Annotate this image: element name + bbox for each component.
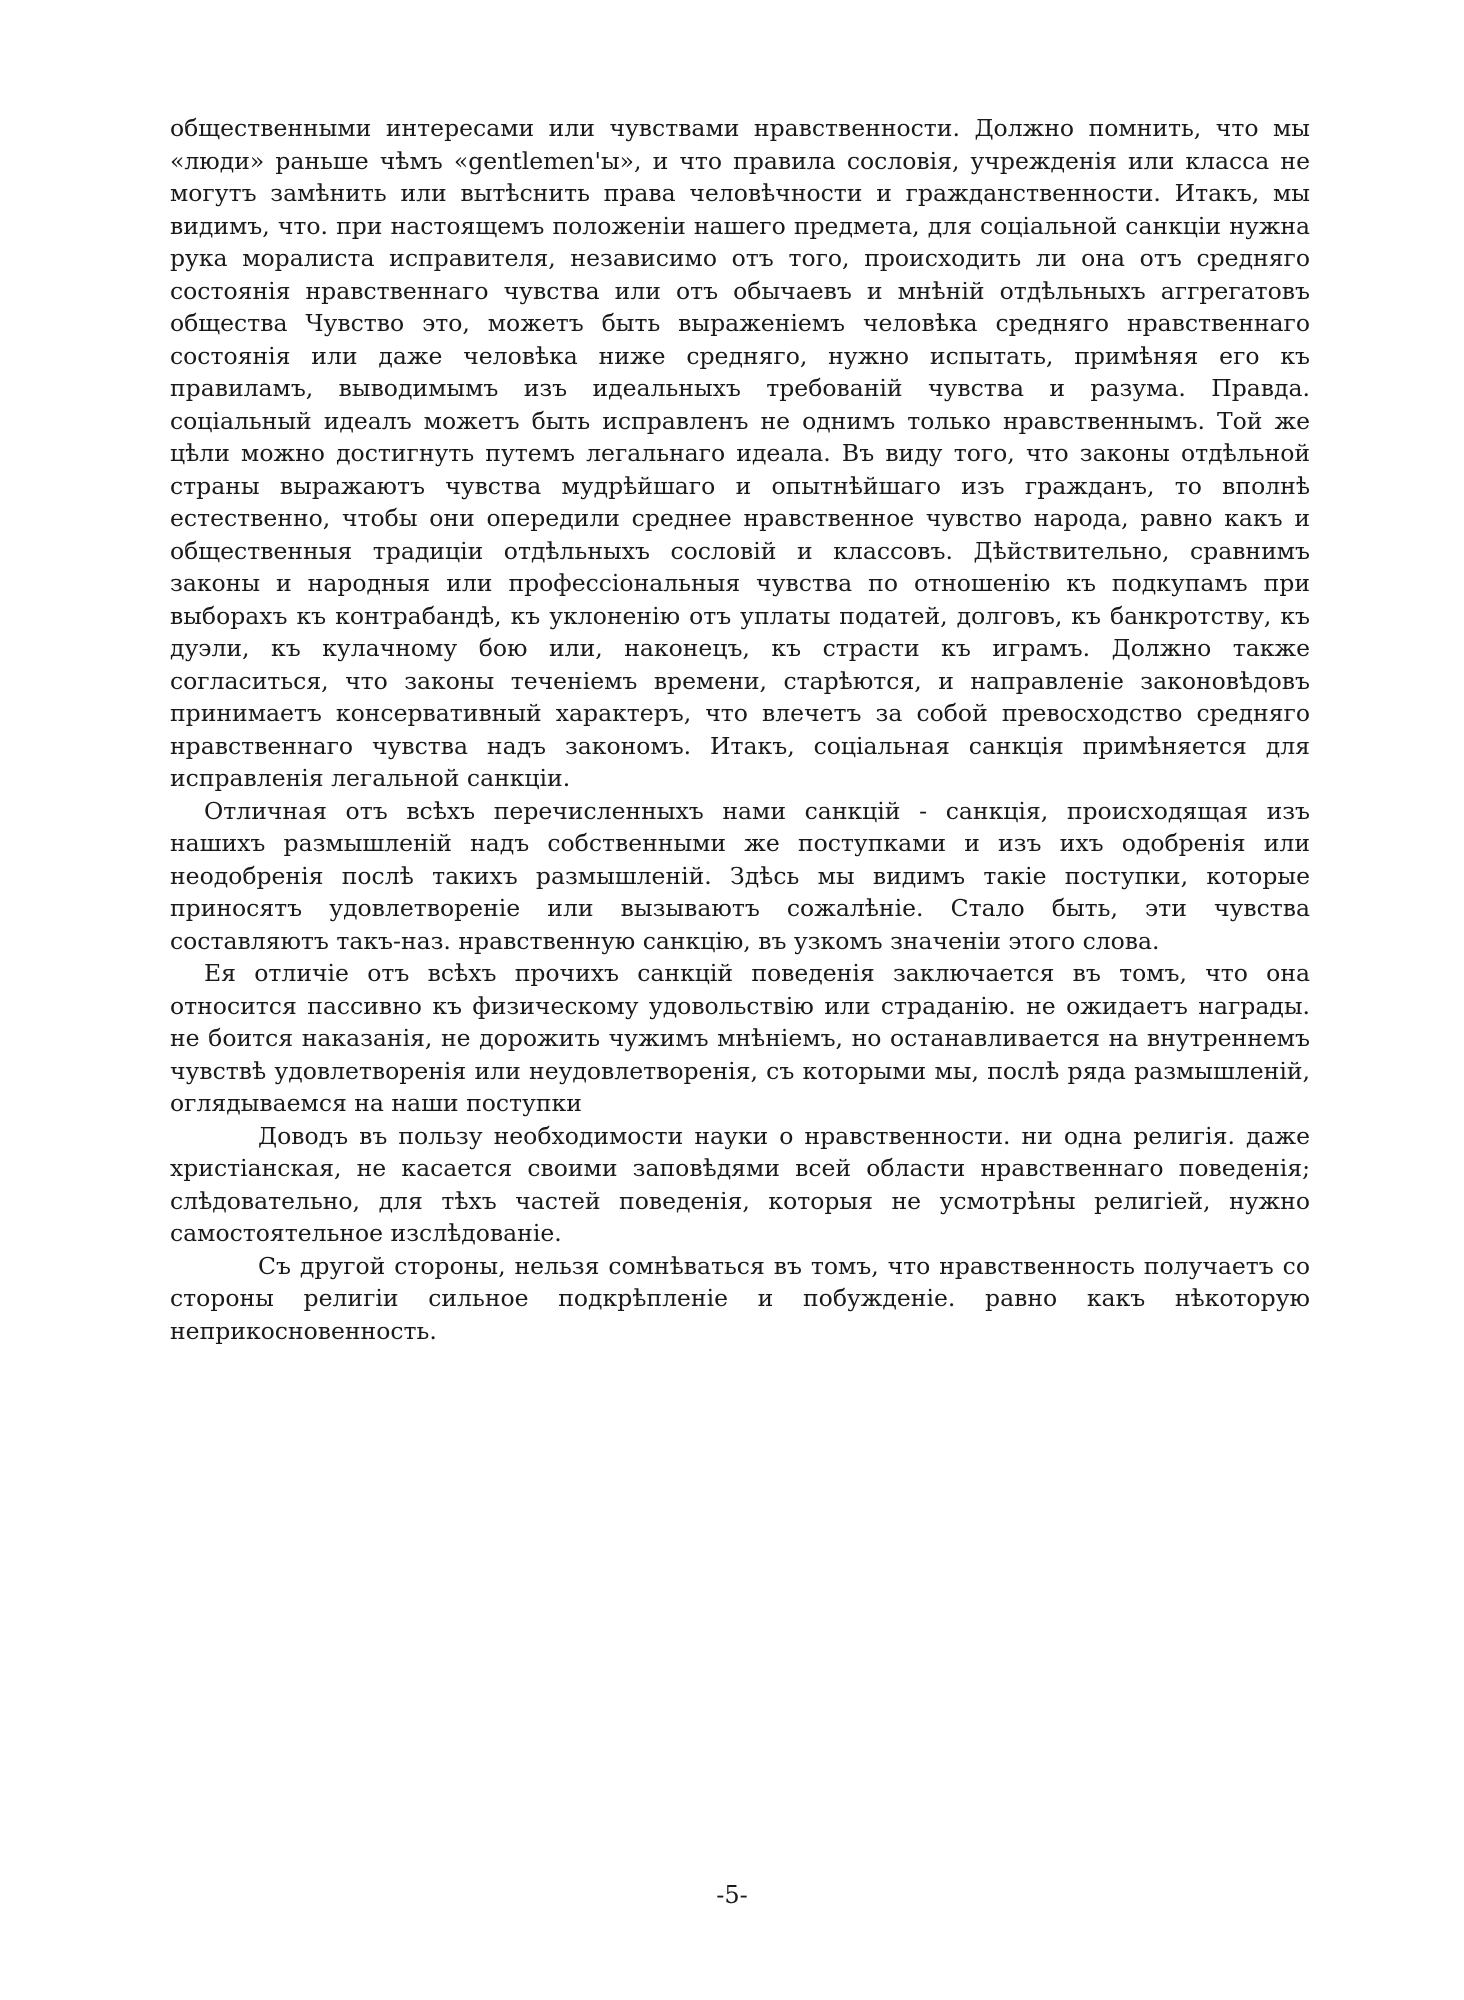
page-number: -5- xyxy=(716,1881,748,1909)
paragraph-4: Доводъ въ пользу необходимости науки о нравственности. ни одна религія. даже христіанская, не касается своими заповѣдями всей области нравственнаго поведенія; слѣдовательно, для тѣхъ частей поведенія, которыя не усмотрѣны религіей, нужно самостоятельное изслѣдованіе. xyxy=(170,1121,1310,1247)
paragraph-2: Отличная отъ всѣхъ перечисленныхъ нами санкцій - санкція, происходящая изъ нашихъ размышленій надъ собственными же поступками и изъ ихъ одобренія или неодобренія послѣ такихъ размышленій. Здѣсь мы видимъ такіе поступки, которые приносятъ удовлетвореніе или вызываютъ сожалѣніе. Стало быть, эти чувства составляютъ такъ-наз. нравственную санкцію, въ узкомъ значеніи этого слова. xyxy=(170,796,1310,955)
paragraph-5: Съ другой стороны, нельзя сомнѣваться въ томъ, что нравственность получаетъ со стороны религіи сильное подкрѣпленіе и побужденіе. равно какъ нѣкоторую неприкосновенность. xyxy=(170,1251,1310,1345)
page-body xyxy=(170,112,1310,1347)
paragraph-3: Ея отличіе отъ всѣхъ прочихъ санкцій поведенія заключается въ томъ, что она относится пассивно къ физическому удовольствію или страданію. не ожидаетъ награды. не боится наказанія, не дорожить чужимъ мнѣніемъ, но останавливается на внутреннемъ чувствѣ удовлетворенія или неудовлетворенія, съ которыми мы, послѣ ряда размышленій, оглядываемся на наши поступки xyxy=(170,959,1310,1117)
paragraph-1: общественными интересами или чувствами нравственности. Должно помнить, что мы «люди» раньше чѣмъ «gentlemen'ы», и что правила сословія, учрежденія или класса не могутъ замѣнить или вытѣснить права человѣчности и гражданственности. Итакъ, мы видимъ, что. при настоящемъ положеніи нашего предмета, для соціальной санкціи нужна рука моралиста исправителя, независимо отъ того, происходить ли она отъ средняго состоянія нравственнаго чувства или отъ обычаевъ и мнѣній отдѣльныхъ аггрегатовъ общества Чувство это, можетъ быть выраженіемъ человѣка средняго нравственнаго состоянія или даже человѣка ниже средняго, нужно испытать, примѣняя его къ правиламъ, выводимымъ изъ идеальныхъ требованій чувства и разума. Правда. соціальный идеалъ можетъ быть исправленъ не однимъ только нравственнымъ. Той же цѣли можно достигнуть путемъ легальнаго идеала. Въ виду того, что законы отдѣльной страны выражаютъ чувства мудрѣйшаго и опытнѣйшаго изъ гражданъ, то вполнѣ естественно, чтобы они опередили среднее нравственное чувство народа, равно какъ и общественныя традиціи отдѣльныхъ сословій и классовъ. Дѣйствительно, сравнимъ законы и народныя или профессіональныя чувства по отношенію къ подкупамъ при выборахъ къ контрабандѣ, къ уклоненію отъ уплаты податей, долговъ, къ банкротству, къ дуэли, къ кулачному бою или, наконецъ, къ страсти къ играмъ. Должно также согласиться, что законы теченіемъ времени, старѣются, и направленіе законовѣдовъ принимаетъ консервативный характеръ, что влечетъ за собой превосходство средняго нравственнаго чувства надъ закономъ. Итакъ, соціальная санкція примѣняется для исправленія легальной санкціи. xyxy=(170,114,1310,792)
